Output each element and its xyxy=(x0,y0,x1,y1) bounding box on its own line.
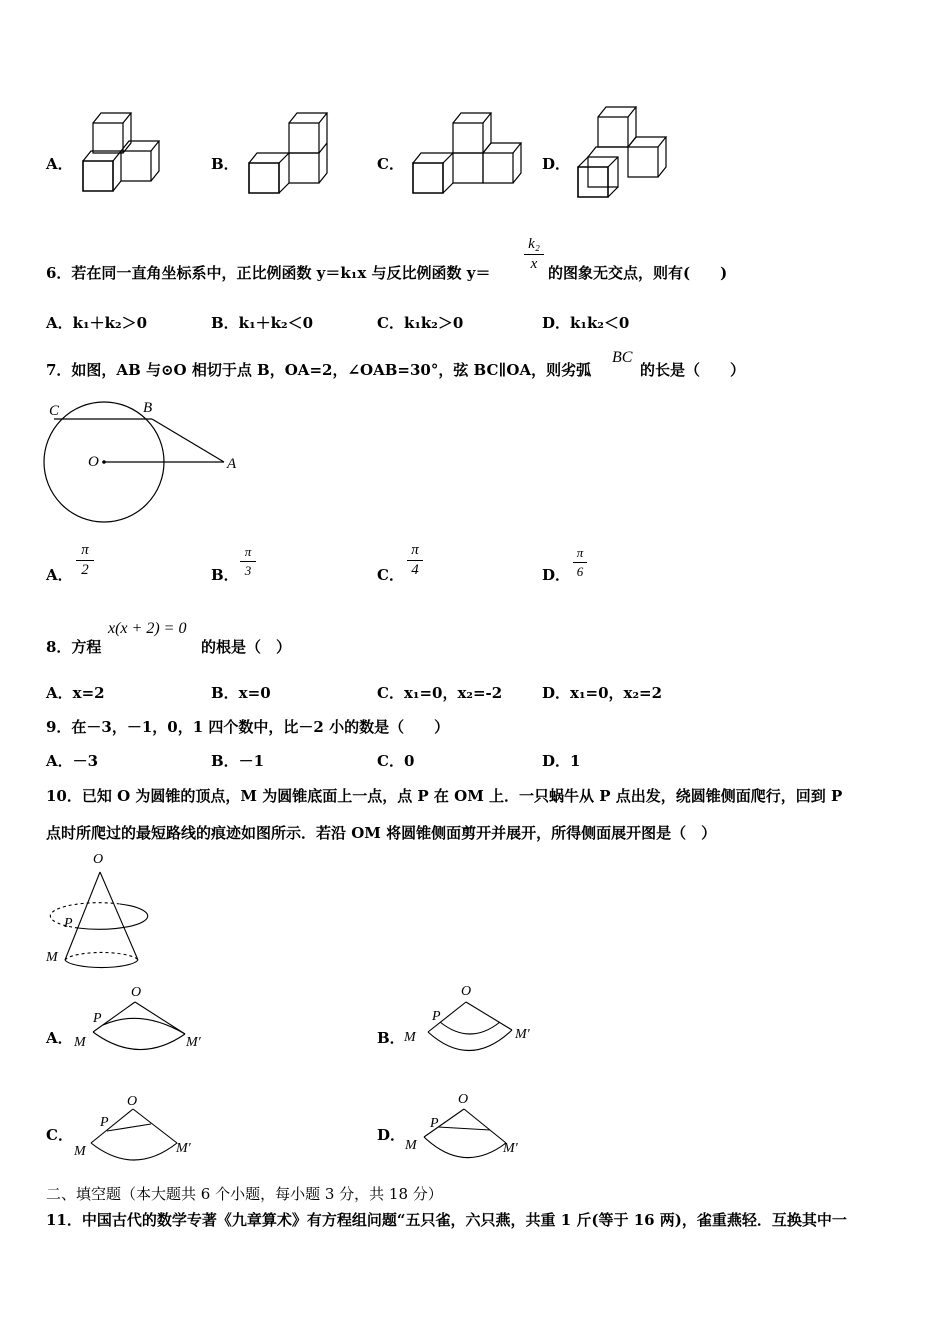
q7-option-d-num: π xyxy=(576,545,584,560)
q7-label-b: B xyxy=(143,400,153,416)
q7-option-b-fraction xyxy=(240,544,256,579)
q11-stem-line1: 11．中国古代的数学专著《九章算术》有方程组问题“五只雀，六只燕，共重 1 斤(等于 16 两)，雀重燕轻．互换其中一 xyxy=(46,1211,847,1229)
q6-fraction-numerator: k₂ xyxy=(528,236,540,252)
q10-stem-line1: 10．已知 O 为圆锥的顶点，M 为圆锥底面上一点，点 P 在 OM 上．一只蜗牛从 P 点出发，绕圆锥侧面爬行，回到 P xyxy=(46,787,843,805)
q5-option-b-figure xyxy=(246,110,336,200)
q10-stem-line2: 点时所爬过的最短路线的痕迹如图所示．若沿 OM 将圆锥侧面剪开并展开，所得侧面展开图是（ ） xyxy=(46,824,717,842)
q8-option-b: B．x=0 xyxy=(211,684,271,702)
q10-cone-label-p: P xyxy=(64,916,73,931)
q10-cone-figure xyxy=(60,868,150,978)
q7-stem-part1: 7．如图，AB 与⊙O 相切于点 B，OA=2，∠OAB=30°，弦 BC∥OA，则劣弧 xyxy=(46,361,592,379)
q7-option-c-num: π xyxy=(411,542,419,558)
q10-option-b-label-p: P xyxy=(432,1009,441,1024)
q7-option-a-fraction xyxy=(76,542,94,579)
q10-option-d-label-m: M xyxy=(405,1138,417,1153)
q8-equation: x(x + 2) = 0 xyxy=(108,620,187,637)
q6-option-c: C．k₁k₂＞0 xyxy=(377,314,464,332)
q10-option-d-label-m-prime: M′ xyxy=(503,1141,518,1156)
q7-arc-label: BC xyxy=(612,349,633,366)
q10-option-a-label-o: O xyxy=(131,985,142,1000)
q9-option-a: A．－3 xyxy=(46,752,99,770)
q6-fraction xyxy=(524,236,544,273)
q10-option-c-label-m: M xyxy=(74,1144,86,1159)
q7-label-c: C xyxy=(49,403,60,419)
q7-option-a-den: 2 xyxy=(81,562,89,578)
q7-option-c-den: 4 xyxy=(411,562,419,578)
q10-option-a-label-m: M xyxy=(74,1035,86,1050)
q6-option-d: D．k₁k₂＜0 xyxy=(542,314,630,332)
q8-option-a: A．x=2 xyxy=(46,684,105,702)
section2-heading: 二、填空题（本大题共 6 个小题，每小题 3 分，共 18 分） xyxy=(46,1185,443,1203)
q10-cone-label-o: O xyxy=(93,852,104,867)
q10-cone-label-m: M xyxy=(46,950,58,965)
q10-option-b-label-m: M xyxy=(404,1030,416,1045)
q10-option-c-letter: C． xyxy=(46,1126,73,1144)
q10-option-b-letter: B． xyxy=(377,1029,405,1047)
q8-option-c: C．x₁=0，x₂=-2 xyxy=(377,684,503,702)
q8-stem-part1: 8．方程 xyxy=(46,638,102,656)
q7-option-a-letter: A． xyxy=(46,566,73,584)
q10-option-d-label-p: P xyxy=(430,1116,439,1131)
q10-option-c-label-o: O xyxy=(127,1094,138,1109)
q7-option-c-fraction xyxy=(407,542,423,579)
q10-option-c-label-p: P xyxy=(100,1115,109,1130)
q10-option-b-figure xyxy=(420,998,530,1058)
q10-option-c-label-m-prime: M′ xyxy=(176,1141,191,1156)
q7-option-b-den: 3 xyxy=(244,563,252,578)
q7-option-a-num: π xyxy=(81,542,89,558)
q7-label-a: A xyxy=(227,456,237,472)
q5-option-a-letter: A． xyxy=(46,155,73,173)
q7-option-d-den: 6 xyxy=(576,564,584,579)
q6-option-b: B．k₁＋k₂＜0 xyxy=(211,314,314,332)
q10-option-d-label-o: O xyxy=(458,1092,469,1107)
q5-option-a-figure xyxy=(80,108,170,198)
q10-option-a-letter: A． xyxy=(46,1029,73,1047)
q5-option-c-letter: C． xyxy=(377,155,404,173)
q10-option-a-label-p: P xyxy=(93,1011,102,1026)
q5-option-c-figure xyxy=(410,110,530,200)
q8-stem-part2: 的根是（ ） xyxy=(201,638,292,656)
q10-option-b-label-m-prime: M′ xyxy=(515,1027,530,1042)
q10-option-d-letter: D． xyxy=(377,1126,406,1144)
q10-option-b-label-o: O xyxy=(461,984,472,999)
q8-option-d: D．x₁=0，x₂=2 xyxy=(542,684,663,702)
q7-option-c-letter: C． xyxy=(377,566,404,584)
q5-option-d-figure xyxy=(575,104,675,204)
q6-stem-part2: 的图象无交点，则有( ) xyxy=(548,264,728,282)
q9-option-b: B．－1 xyxy=(211,752,265,770)
q9-stem: 9．在－3，－1，0，1 四个数中，比－2 小的数是（ ） xyxy=(46,718,450,736)
q10-option-a-label-m-prime: M′ xyxy=(186,1035,201,1050)
q7-circle-figure xyxy=(40,398,240,528)
q6-stem-part1: 6．若在同一直角坐标系中，正比例函数 y＝k₁x 与反比例函数 y＝ xyxy=(46,264,491,282)
q9-option-d: D．1 xyxy=(542,752,581,770)
q5-option-d-letter: D． xyxy=(542,155,571,173)
q6-option-a: A．k₁＋k₂＞0 xyxy=(46,314,148,332)
q7-option-b-num: π xyxy=(244,544,252,559)
q7-option-d-fraction xyxy=(573,545,587,580)
q6-fraction-denominator: x xyxy=(530,256,538,272)
q7-option-d-letter: D． xyxy=(542,566,571,584)
q7-label-o: O xyxy=(88,454,99,470)
q7-option-b-letter: B． xyxy=(211,566,239,584)
q7-stem-part2: 的长是（ ） xyxy=(640,361,746,379)
q5-option-b-letter: B． xyxy=(211,155,239,173)
q9-option-c: C．0 xyxy=(377,752,415,770)
